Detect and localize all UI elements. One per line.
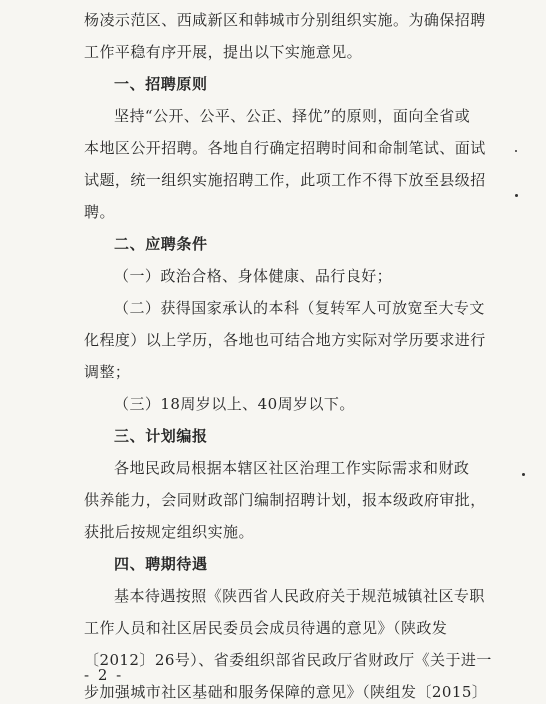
body-line-1: 杨凌示范区、西咸新区和韩城市分别组织实施。为确保招聘 — [84, 11, 486, 29]
body-line-5: 试题，统一组织实施招聘工作，此项工作不得下放至县级招 — [84, 171, 486, 189]
body-line-6: 聘。 — [84, 203, 115, 221]
section-heading-benefits: 四、聘期待遇 — [114, 555, 208, 573]
body-line-13: 工作人员和社区居民委员会成员待遇的意见》（陕政发 — [84, 619, 448, 637]
body-line-14: 〔2012〕26号）、省委组织部省民政厅省财政厅《关于进一 — [84, 651, 492, 669]
body-line-4: 本地区公开招聘。各地自行确定招聘时间和命制笔试、面试 — [84, 139, 486, 157]
body-line-9: 各地民政局根据本辖区社区治理工作实际需求和财政 — [114, 459, 470, 477]
body-line-15: 步加强城市社区基础和服务保障的意见》（陕组发〔2015〕 — [84, 683, 488, 701]
section-heading-requirements: 二、应聘条件 — [114, 235, 208, 253]
body-line-11: 获批后按规定组织实施。 — [84, 523, 254, 541]
body-line-10: 供养能力，会同财政部门编制招聘计划，报本级政府审批， — [84, 491, 486, 509]
body-line-8: 调整； — [84, 363, 131, 381]
body-line-3: 坚持“公开、公平、公正、择优”的原则，面向全省或 — [114, 107, 471, 125]
body-line-2: 工作平稳有序开展，提出以下实施意见。 — [84, 43, 363, 61]
scan-mark — [522, 473, 525, 476]
section-heading-plan: 三、计划编报 — [114, 427, 208, 445]
scan-mark — [515, 194, 518, 197]
page-number: - 2 - — [84, 666, 124, 684]
body-line-7: 化程度）以上学历，各地也可结合地方实际对学历要求进行 — [84, 331, 486, 349]
requirement-item-3: （三）18周岁以上、40周岁以下。 — [114, 395, 355, 413]
body-line-12: 基本待遇按照《陕西省人民政府关于规范城镇社区专职 — [114, 587, 485, 605]
requirement-item-1: （一）政治合格、身体健康、品行良好； — [114, 267, 393, 285]
section-heading-principles: 一、招聘原则 — [114, 75, 208, 93]
scan-mark — [515, 150, 517, 152]
requirement-item-2: （二）获得国家承认的本科（复转军人可放宽至大专文 — [114, 299, 485, 317]
